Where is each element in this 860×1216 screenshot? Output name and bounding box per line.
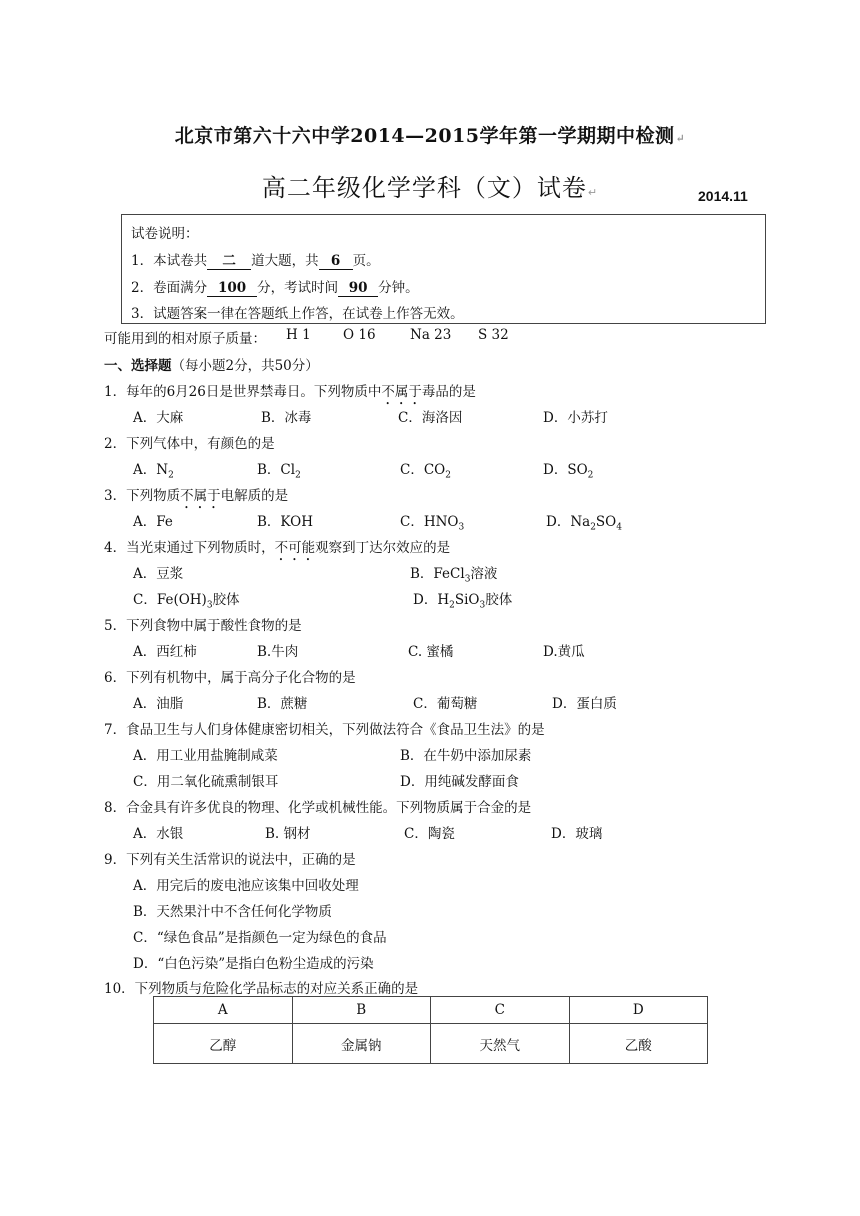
section-1-heading: 一、选择题: [104, 358, 172, 374]
q6-option-b: B．蔗糖: [257, 696, 308, 712]
q4-option-b: [410, 562, 497, 585]
section-1-title: [104, 354, 319, 374]
q2-d-text: D．SO: [543, 462, 588, 478]
line2-prefix: 2．卷面满分: [131, 280, 208, 296]
instructions-box: [121, 214, 766, 324]
q3-option-b: B．KOH: [257, 514, 313, 530]
q1-option-d: D．小苏打: [543, 410, 608, 426]
q4-c-sub: 3: [206, 600, 213, 611]
q10-header-c: C: [431, 997, 570, 1024]
atomic-masses-label: 可能用到的相对原子质量：: [104, 331, 266, 347]
q3-d-sub2: 4: [616, 522, 622, 533]
q4-d-text: D．H: [413, 592, 450, 608]
question-6-stem: 6．下列有机物中，属于高分子化合物的是: [104, 670, 356, 686]
q2-option-d: [543, 458, 593, 481]
q4-d-mid: SiO: [454, 592, 480, 608]
q10-cell-a: 乙醇: [154, 1024, 293, 1064]
instructions-line-3: 3．试题答案一律在答题纸上作答，在试卷上作答无效。: [131, 306, 464, 322]
q1-stem-post: 毒品的是: [421, 384, 476, 400]
q2-c-sub: 2: [445, 470, 451, 481]
q5-option-b: B.牛肉: [257, 644, 299, 660]
q4-d-post: 胶体: [485, 592, 513, 608]
exam-minutes: 90: [338, 281, 378, 297]
table-header-row: [154, 997, 708, 1024]
question-8-stem: 8．合金具有许多优良的物理、化学或机械性能。下列物质属于合金的是: [104, 800, 532, 816]
q10-header-a: A: [154, 997, 293, 1024]
q2-d-sub: 2: [587, 470, 594, 481]
q5-option-a: A．西红柿: [133, 644, 197, 660]
q3-d-sub1: 2: [590, 522, 596, 533]
question-9-stem: 9．下列有关生活常识的说法中，正确的是: [104, 852, 356, 868]
q4-option-a: A．豆浆: [133, 566, 184, 582]
q6-option-d: D．蛋白质: [552, 696, 617, 712]
q3-emphasis: 不属于: [180, 488, 221, 504]
q8-option-d: D．玻璃: [551, 826, 603, 842]
q7-option-d: D．用纯碱发酵面食: [400, 774, 519, 790]
exam-date: 2014.11: [698, 188, 748, 204]
q9-option-b: B．天然果汁中不含任何化学物质: [133, 904, 332, 920]
sections-count: 二: [207, 254, 251, 270]
q6-option-a: A．油脂: [133, 696, 184, 712]
q3-c-sub: 3: [458, 522, 465, 533]
q1-stem-pre: 1．每年的6月26日是世界禁毒日。下列物质中: [104, 384, 382, 400]
q10-cell-b: 金属钠: [292, 1024, 431, 1064]
question-10-stem: 10．下列物质与危险化学品标志的对应关系正确的是: [104, 981, 419, 997]
line1-prefix: 1．本试卷共: [131, 253, 208, 269]
q2-a-text: A．N: [133, 462, 169, 478]
atomic-mass-o: O 16: [343, 327, 376, 343]
q1-option-c: C．海洛因: [398, 410, 463, 426]
q10-cell-c: 天然气: [431, 1024, 570, 1064]
instructions-line-1: [131, 249, 380, 270]
q4-option-d: [413, 588, 512, 611]
q2-option-a: [133, 458, 174, 481]
q3-option-c: [400, 510, 464, 533]
q4-d-sub2: 3: [479, 600, 486, 611]
q6-option-c: C．葡萄糖: [413, 696, 478, 712]
q7-option-b: B．在牛奶中添加尿素: [400, 748, 532, 764]
q2-c-text: C．CO: [400, 462, 446, 478]
q1-option-a: A．大麻: [133, 410, 184, 426]
q4-stem-pre: 4．当光束通过下列物质时，: [104, 540, 275, 556]
instructions-line-2: [131, 276, 419, 297]
paragraph-mark-icon: ↵: [675, 132, 686, 145]
q3-d-mid: SO: [595, 514, 617, 530]
q2-b-text: B．Cl: [257, 462, 296, 478]
q4-b-sub: 3: [464, 574, 471, 585]
table-row: [154, 1024, 708, 1064]
line1-suffix: 页。: [352, 253, 380, 269]
q5-option-c: C. 蜜橘: [408, 644, 454, 660]
instructions-heading: 试卷说明：: [131, 226, 199, 242]
q8-option-a: A．水银: [133, 826, 184, 842]
q4-option-c: [133, 588, 240, 611]
q1-emphasis: 不属于: [381, 384, 422, 400]
q3-stem-post: 电解质的是: [220, 488, 289, 504]
q3-option-d: [546, 510, 622, 533]
paragraph-mark-icon: ↵: [587, 186, 599, 199]
q3-d-text: D．Na: [546, 514, 591, 530]
q10-cell-d: 乙酸: [569, 1024, 708, 1064]
question-7-stem: 7．食品卫生与人们身体健康密切相关，下列做法符合《食品卫生法》的是: [104, 722, 545, 738]
q2-option-b: [257, 458, 301, 481]
q2-b-sub: 2: [295, 470, 301, 481]
atomic-mass-s: S 32: [478, 327, 509, 343]
exam-title-line1: [0, 121, 860, 148]
q4-c-post: 胶体: [212, 592, 240, 608]
exam-title-line1-text: 北京市第六十六中学2014—2015学年第一学期期中检测: [174, 125, 675, 147]
question-5-stem: 5．下列食物中属于酸性食物的是: [104, 618, 302, 634]
q10-header-b: B: [292, 997, 431, 1024]
pages-count: 6: [319, 254, 353, 270]
full-score: 100: [207, 281, 257, 297]
q10-header-d: D: [569, 997, 708, 1024]
q9-option-a: A．用完后的废电池应该集中回收处理: [133, 878, 359, 894]
line2-suffix: 分钟。: [378, 280, 419, 296]
q1-option-b: B．冰毒: [261, 410, 312, 426]
question-1-stem: [104, 380, 476, 408]
q8-option-b: B. 钢材: [265, 826, 311, 842]
q3-c-text: C．HNO: [400, 514, 459, 530]
question-4-stem: [104, 536, 450, 564]
q4-b-post: 溶液: [470, 566, 498, 582]
q9-option-d: D．“白色污染”是指白色粉尘造成的污染: [133, 956, 374, 972]
exam-title-line2-text: 高二年级化学学科（文）试卷: [261, 174, 587, 202]
q2-option-c: [400, 458, 451, 481]
question-2-stem: 2．下列气体中，有颜色的是: [104, 436, 275, 452]
q3-option-a: A．Fe: [133, 514, 173, 530]
q10-hazard-table: [153, 996, 708, 1064]
q3-stem-pre: 3．下列物质: [104, 488, 181, 504]
q4-emphasis: 不可能: [274, 540, 316, 556]
q4-c-text: C．Fe(OH): [133, 592, 207, 608]
atomic-mass-h: H 1: [286, 327, 311, 343]
q4-b-text: B．FeCl: [410, 566, 465, 582]
atomic-mass-na: Na 23: [410, 327, 452, 343]
line2-middle: 分，考试时间: [257, 280, 339, 296]
question-3-stem: [104, 484, 288, 512]
q8-option-c: C．陶瓷: [404, 826, 455, 842]
q7-option-c: C．用二氧化硫熏制银耳: [133, 774, 279, 790]
section-1-note: （每小题2分，共50分）: [171, 358, 319, 374]
q4-d-sub1: 2: [449, 600, 455, 611]
q4-stem-post: 观察到丁达尔效应的是: [315, 540, 451, 556]
q2-a-sub: 2: [168, 470, 174, 481]
q9-option-c: C．“绿色食品”是指颜色一定为绿色的食品: [133, 930, 387, 946]
line1-middle: 道大题，共: [251, 253, 319, 269]
q5-option-d: D.黄瓜: [543, 644, 585, 660]
q7-option-a: A．用工业用盐腌制咸菜: [133, 748, 278, 764]
